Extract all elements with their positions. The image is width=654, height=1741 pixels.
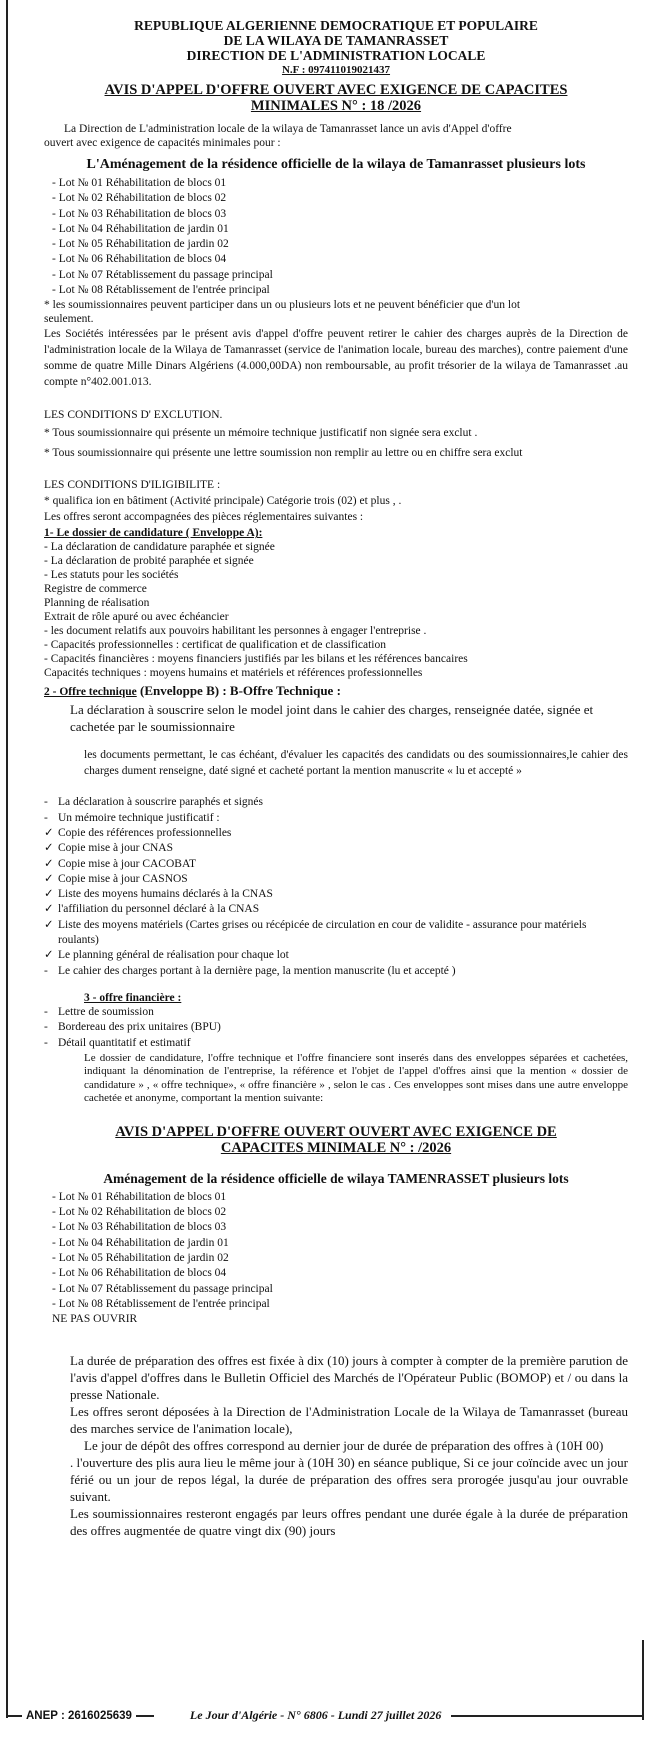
technical-item-text: Un mémoire technique justificatif : bbox=[58, 811, 220, 824]
financial-item-text: Détail quantitatif et estimatif bbox=[58, 1036, 191, 1049]
technical-offer-title-b: (Enveloppe B) : B-Offre Technique : bbox=[136, 683, 341, 699]
check-mark-icon: ✓ bbox=[44, 842, 54, 855]
financial-offer-title: 3 - offre financière : bbox=[84, 991, 182, 1004]
page-footer bbox=[8, 1708, 644, 1723]
notice2-para-engagement: Les soumissionnaires resteront engagés par leurs offres pendant une durée égale à la durée de préparation des offres augmentée de quatre vingt dix (90) jours bbox=[70, 1506, 628, 1539]
notice1-project: L'Aménagement de la résidence officielle de la wilaya de Tamanrasset plusieurs lots bbox=[86, 157, 586, 172]
dossier-item-list bbox=[44, 540, 628, 680]
header-direction: DIRECTION DE L'ADMINISTRATION LOCALE bbox=[186, 48, 486, 63]
check-mark-icon: ✓ bbox=[44, 872, 54, 885]
technical-item bbox=[44, 918, 628, 949]
check-mark-icon: ✓ bbox=[44, 826, 54, 839]
exclusion-item-1: * Tous soumissionnaire qui présente un mémoire technique justificatif non signée sera exclut . bbox=[44, 427, 478, 440]
lot-item: - Lot № 03 Réhabilitation de blocs 03 bbox=[52, 1221, 227, 1234]
technical-declaration: La déclaration à souscrire selon le model joint dans le cahier des charges, renseignée datée, signée et cachetée par le soumissionnaire bbox=[70, 702, 594, 735]
technical-item-text: Le cahier des charges portant à la dernière page, la mention manuscrite (lu et accepté ) bbox=[58, 964, 456, 977]
technical-item-text: La déclaration à souscrire paraphés et signés bbox=[58, 796, 263, 809]
lot-item: - Lot № 01 Réhabilitation de blocs 01 bbox=[52, 1190, 227, 1203]
notice2-title bbox=[44, 1124, 628, 1156]
dossier-item: - Les statuts pour les sociétés bbox=[44, 569, 179, 582]
technical-offer-title-a: 2 - Offre technique bbox=[44, 686, 137, 699]
technical-item bbox=[44, 857, 628, 872]
technical-item-text: Copie mise à jour CASNOS bbox=[58, 872, 188, 885]
dossier-item: - La déclaration de candidature paraphée et signée bbox=[44, 541, 275, 554]
technical-item bbox=[44, 964, 628, 979]
technical-item bbox=[44, 872, 628, 887]
technical-item-text: Copie mise à jour CNAS bbox=[58, 842, 173, 855]
technical-item bbox=[44, 795, 628, 810]
technical-item bbox=[44, 826, 628, 841]
notice1-title-line1: AVIS D'APPEL D'OFFRE OUVERT AVEC EXIGENCE DE CAPACITES bbox=[104, 82, 568, 98]
technical-item bbox=[44, 902, 628, 917]
eligibility-title: LES CONDITIONS D'ILIGIBILITE : bbox=[44, 479, 221, 492]
lot-item: - Lot № 03 Réhabilitation de blocs 03 bbox=[52, 207, 227, 220]
technical-item-text: l'affiliation du personnel déclaré à la CNAS bbox=[58, 903, 260, 916]
technical-item bbox=[44, 948, 628, 963]
dash-bullet-icon: - bbox=[44, 1021, 48, 1034]
notice1-societes: Les Sociétés intéressées par le présent avis d'appel d'offre peuvent retirer le cahier des charges auprès de la Direction de l'administration locale de la Wilaya de Tamanrasset (service de l'animation locale, bureau des marches), contre paiement d'une somme de quatre Mille Dinars Algériens (4.000,00DA) non remboursable, au profit trésorier de la wilaya de Tamanrasset .au compte n°402.001.013. bbox=[44, 328, 628, 389]
left-frame-line bbox=[6, 0, 8, 1718]
lot-item: - Lot № 08 Rétablissement de l'entrée principal bbox=[52, 1297, 270, 1310]
financial-item bbox=[44, 1005, 628, 1020]
dossier-item: - Capacités financières : moyens financiers justifiés par les bilans et les références bancaires bbox=[44, 653, 468, 666]
notice1-title bbox=[44, 82, 628, 114]
notice2-para-depot-jour: Le jour de dépôt des offres correspond au dernier jour de durée de préparation des offres à (10H 00) bbox=[84, 1438, 604, 1454]
financial-item-text: Bordereau des prix unitaires (BPU) bbox=[58, 1021, 221, 1034]
technical-item-text: Copie des références professionnelles bbox=[58, 826, 232, 839]
notice2-para-duree: La durée de préparation des offres est fixée à dix (10) jours à compter à compter de la première parution de l'avis d'appel d'offres dans le Bulletin Officiel des Marchés de l'Opérateur Public (BOMOP) et / ou dans la presse Nationale. bbox=[70, 1353, 628, 1403]
dossier-item: Planning de réalisation bbox=[44, 597, 150, 610]
eligibility-item-2: Les offres seront accompagnées des pièces réglementaires suivantes : bbox=[44, 511, 364, 524]
lot-item: - Lot № 06 Réhabilitation de blocs 04 bbox=[52, 253, 227, 266]
lot-item: - Lot № 07 Rétablissement du passage principal bbox=[52, 1282, 273, 1295]
notice2-project: Aménagement de la résidence officielle de wilaya TAMENRASSET plusieurs lots bbox=[103, 1170, 569, 1186]
technical-item-list bbox=[44, 795, 628, 979]
footer-journal: Le Jour d'Algérie - N° 6806 - Lundi 27 juillet 2026 bbox=[189, 1708, 442, 1722]
check-mark-icon: ✓ bbox=[44, 918, 54, 931]
header-wilaya: DE LA WILAYA DE TAMANRASSET bbox=[223, 33, 449, 48]
notice2-title-line1: AVIS D'APPEL D'OFFRE OUVERT OUVERT AVEC EXIGENCE DE bbox=[115, 1123, 557, 1140]
dash-bullet-icon: - bbox=[44, 964, 48, 977]
notice1-title-line2: MINIMALES N° : 18 /2026 bbox=[250, 98, 422, 114]
technical-offer-title bbox=[44, 682, 628, 699]
dossier-item: - les document relatifs aux pouvoirs habilitant les personnes à engager l'entreprise . bbox=[44, 625, 427, 638]
notice1-note-line1: * les soumissionnaires peuvent participer dans un ou plusieurs lots et ne peuvent bénéficier que d'un lot bbox=[44, 299, 521, 312]
financial-item bbox=[44, 1036, 628, 1051]
footer-rule-mid bbox=[136, 1715, 154, 1717]
notice2-para-depot-lieu: Les offres seront déposées à la Direction de l'Administration Locale de la Wilaya de Tamanrasset (bureau des marches service de l'animation locale), bbox=[70, 1404, 628, 1437]
dash-bullet-icon: - bbox=[44, 796, 48, 809]
technical-item bbox=[44, 887, 628, 902]
lot-item: - Lot № 02 Réhabilitation de blocs 02 bbox=[52, 192, 227, 205]
lot-item: - Lot № 04 Réhabilitation de jardin 01 bbox=[52, 222, 229, 235]
financial-item bbox=[44, 1020, 628, 1035]
notice-header bbox=[44, 18, 628, 76]
check-mark-icon: ✓ bbox=[44, 903, 54, 916]
technical-documents: les documents permettant, le cas échéant, d'évaluer les capacités des candidats ou des soumissionnaires,le cahier des charges dument renseigne, daté signé et cacheté portant la mention manuscrite « lu et accepté » bbox=[84, 749, 628, 778]
lot-item: - Lot № 02 Réhabilitation de blocs 02 bbox=[52, 1206, 227, 1219]
lot-item: - Lot № 05 Réhabilitation de jardin 02 bbox=[52, 1252, 229, 1265]
notice1-intro-line2: ouvert avec exigence de capacités minimales pour : bbox=[44, 137, 281, 149]
technical-item-text: Copie mise à jour CACOBAT bbox=[58, 857, 196, 870]
dossier-item: - Capacités professionnelles : certificat de qualification et de classification bbox=[44, 639, 386, 652]
financial-item-list bbox=[44, 1005, 628, 1051]
technical-item bbox=[44, 811, 628, 826]
technical-item-text: Liste des moyens matériels (Cartes grises ou récépicée de circulation en cour de validite - assurance pour matériels roulants) bbox=[58, 918, 587, 947]
dossier-title: 1- Le dossier de candidature ( Enveloppe A): bbox=[44, 527, 263, 540]
notice2-para-ouverture: . l'ouverture des plis aura lieu le même jour à (10H 30) en séance publique, Si ce jour coïncide avec un jour férié ou un jour de repos légal, la durée de préparation des offres sera prorogée jusqu'au jour ouvrable suivant. bbox=[70, 1455, 628, 1505]
header-nif: N.F : 097411019021437 bbox=[281, 64, 391, 76]
footer-anep: ANEP : 2616025639 bbox=[26, 1709, 132, 1722]
exclusion-title: LES CONDITIONS D' EXCLUTION. bbox=[44, 409, 223, 422]
dossier-item: Capacités techniques : moyens humains et matériels et références professionnelles bbox=[44, 667, 423, 680]
financial-paragraph: Le dossier de candidature, l'offre technique et l'offre financiere sont inserés dans des enveloppes séparées et cachetées, indiquant la dénomination de l'entreprise, la référence et l'objet de l'appel d'offres ainsi que la mention « dossier de candidature » , « offre technique», « offre financière » , selon le cas . Ces enveloppes sont mises dans une autre enveloppe cachetée et anonyme, comportant la mention suivante: bbox=[84, 1051, 628, 1105]
notice1-lot-list bbox=[44, 176, 628, 298]
notice1-intro-line1: La Direction de L'administration locale de la wilaya de Tamanrasset lance un avis d'Appel d'offre bbox=[64, 123, 512, 135]
dash-bullet-icon: - bbox=[44, 811, 48, 824]
lot-item: - Lot № 06 Réhabilitation de blocs 04 bbox=[52, 1267, 227, 1280]
notice1-note-line2: seulement. bbox=[44, 313, 94, 326]
check-mark-icon: ✓ bbox=[44, 888, 54, 901]
notice2-ne-pas-ouvrir: NE PAS OUVRIR bbox=[52, 1313, 138, 1326]
footer-journal-wrap bbox=[190, 1708, 441, 1723]
exclusion-item-2: * Tous soumissionnaire qui présente une lettre soumission non remplir au lettre ou en chiffre sera exclut bbox=[44, 447, 523, 460]
lot-item: - Lot № 08 Rétablissement de l'entrée principal bbox=[52, 284, 270, 297]
notice2-body bbox=[44, 1352, 628, 1539]
footer-rule-right bbox=[451, 1715, 644, 1717]
footer-rule-left bbox=[8, 1715, 22, 1717]
eligibility-item-1: * qualifica ion en bâtiment (Activité principale) Catégorie trois (02) et plus , . bbox=[44, 495, 402, 508]
notice2-title-line2: CAPACITES MINIMALE N° : /2026 bbox=[220, 1139, 452, 1156]
check-mark-icon: ✓ bbox=[44, 857, 54, 870]
lot-item: - Lot № 04 Réhabilitation de jardin 01 bbox=[52, 1236, 229, 1249]
lot-item: - Lot № 05 Réhabilitation de jardin 02 bbox=[52, 238, 229, 251]
technical-item-text: Le planning général de réalisation pour chaque lot bbox=[58, 949, 289, 962]
header-republic: REPUBLIQUE ALGERIENNE DEMOCRATIQUE ET POPULAIRE bbox=[134, 18, 538, 33]
notice2-lot-list bbox=[44, 1190, 628, 1312]
check-mark-icon: ✓ bbox=[44, 949, 54, 962]
dossier-item: Extrait de rôle apuré ou avec échéancier bbox=[44, 611, 229, 624]
dash-bullet-icon: - bbox=[44, 1005, 48, 1018]
technical-item-text: Liste des moyens humains déclarés à la CNAS bbox=[58, 888, 273, 901]
dossier-item: - La déclaration de probité paraphée et signée bbox=[44, 555, 254, 568]
dossier-item: Registre de commerce bbox=[44, 583, 147, 596]
financial-item-text: Lettre de soumission bbox=[58, 1005, 154, 1018]
lot-item: - Lot № 01 Réhabilitation de blocs 01 bbox=[52, 177, 227, 189]
lot-item: - Lot № 07 Rétablissement du passage principal bbox=[52, 268, 273, 281]
dash-bullet-icon: - bbox=[44, 1036, 48, 1049]
technical-item bbox=[44, 841, 628, 856]
